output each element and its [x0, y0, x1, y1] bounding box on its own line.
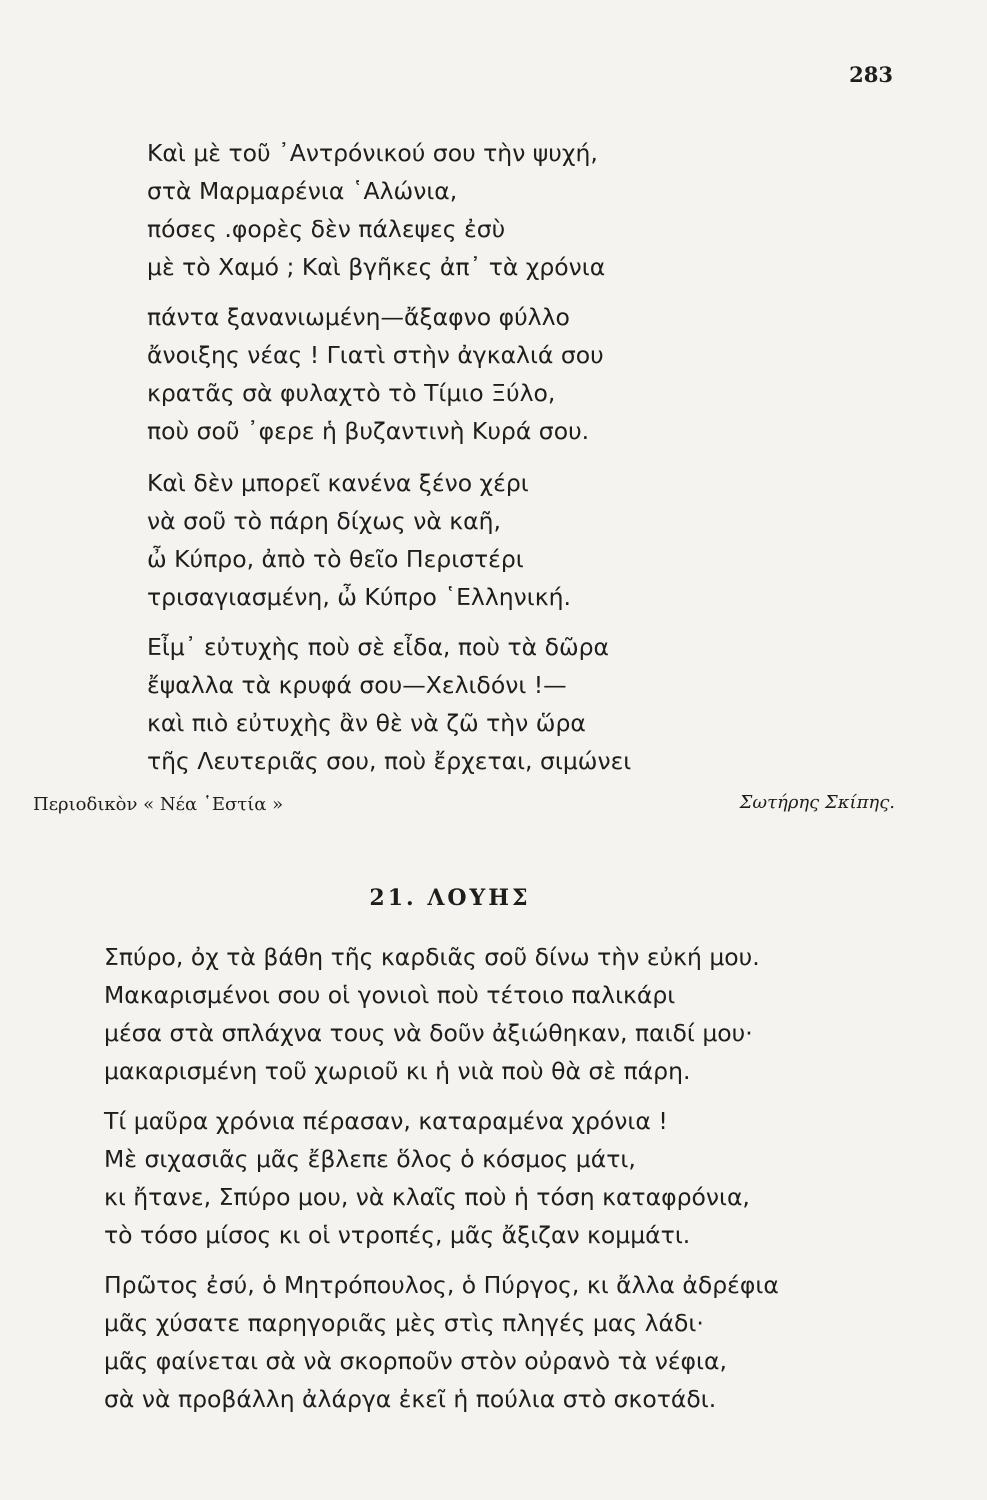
- author-signature: Σωτήρης Σκίπης.: [739, 792, 895, 813]
- verse-line: σὰ νὰ προβάλλη ἀλάργα ἐκεῖ ἡ πούλια στὸ σκοτάδι.: [104, 1385, 717, 1413]
- verse-line: μακαρισμένη τοῦ χωριοῦ κι ἡ νιὰ ποὺ θὰ σὲ πάρη.: [104, 1057, 691, 1085]
- verse-line: κρατᾶς σὰ φυλαχτὸ τὸ Τίμιο Ξύλο,: [147, 379, 556, 407]
- verse-line: ὦ Κύπρο, ἀπὸ τὸ θεῖο Περιστέρι: [147, 545, 524, 573]
- verse-line: Σπύρο, ὀχ τὰ βάθη τῆς καρδιᾶς σοῦ δίνω τὴν εὐκή μου.: [104, 943, 760, 971]
- verse-line: ποὺ σοῦ ᾿φερε ἡ βυζαντινὴ Κυρά σου.: [147, 417, 590, 445]
- verse-line: καὶ πιὸ εὐτυχὴς ἂν θὲ νὰ ζῶ τὴν ὥρα: [147, 709, 586, 737]
- verse-line: Μὲ σιχασιᾶς μᾶς ἔβλεπε ὅλος ὁ κόσμος μάτι,: [104, 1145, 636, 1173]
- page-number: 283: [849, 62, 893, 87]
- verse-line: Εἶμ᾿ εὐτυχὴς ποὺ σὲ εἶδα, ποὺ τὰ δῶρα: [147, 633, 610, 661]
- verse-line: στὰ Μαρμαρένια ῾Αλώνια,: [147, 177, 458, 205]
- verse-line: ἔψαλλα τὰ κρυφά σου—Χελιδόνι !—: [147, 671, 567, 699]
- verse-line: Τί μαῦρα χρόνια πέρασαν, καταραμένα χρόνια !: [104, 1107, 668, 1135]
- poem-one-stanza: [147, 298, 604, 450]
- verse-line: πάντα ξανανιωμένη—ἄξαφνο φύλλο: [147, 303, 570, 331]
- poem-two-stanza: [104, 938, 760, 1090]
- verse-line: Καὶ δὲν μπορεῖ κανένα ξένο χέρι: [147, 469, 529, 497]
- poem-one-stanza: [147, 628, 631, 780]
- section-title: 21. ΛΟΥΗΣ: [369, 885, 531, 911]
- verse-line: Καὶ μὲ τοῦ ᾿Αντρόνικού σου τὴν ψυχή,: [147, 139, 598, 167]
- verse-line: μὲ τὸ Χαμό ; Καὶ βγῆκες ἀπ᾿ τὰ χρόνια: [147, 253, 606, 281]
- poem-two-stanza: [104, 1266, 779, 1418]
- verse-line: πόσες .φορὲς δὲν πάλεψες ἐσὺ: [147, 215, 506, 243]
- verse-line: ἄνοιξης νέας ! Γιατὶ στὴν ἀγκαλιά σου: [147, 341, 604, 369]
- verse-line: κι ἤτανε, Σπύρο μου, νὰ κλαῖς ποὺ ἡ τόση καταφρόνια,: [104, 1183, 750, 1211]
- poem-one-stanza: [147, 464, 571, 616]
- poem-one-stanza: [147, 134, 605, 286]
- source-citation: Περιοδικὸν « Νέα ῾Εστία »: [33, 794, 284, 815]
- verse-line: νὰ σοῦ τὸ πάρη δίχως νὰ καῆ,: [147, 507, 501, 535]
- poem-two-stanza: [104, 1102, 750, 1254]
- verse-line: τὸ τόσο μίσος κι οἱ ντροπές, μᾶς ἄξιζαν κομμάτι.: [104, 1221, 691, 1249]
- verse-line: μᾶς φαίνεται σὰ νὰ σκορποῦν στὸν οὐρανὸ τὰ νέφια,: [104, 1347, 727, 1375]
- verse-line: μέσα στὰ σπλάχνα τους νὰ δοῦν ἀξιώθηκαν, παιδί μου·: [104, 1019, 753, 1047]
- verse-line: Πρῶτος ἐσύ, ὁ Μητρόπουλος, ὁ Πύργος, κι ἄλλα ἀδρέφια: [104, 1271, 779, 1299]
- verse-line: Μακαρισμένοι σου οἱ γονιοὶ ποὺ τέτοιο παλικάρι: [104, 981, 676, 1009]
- verse-line: τῆς Λευτεριᾶς σου, ποὺ ἔρχεται, σιμώνει: [147, 747, 632, 775]
- verse-line: τρισαγιασμένη, ὦ Κύπρο ῾Ελληνική.: [147, 583, 571, 611]
- verse-line: μᾶς χύσατε παρηγοριᾶς μὲς στὶς πληγές μας λάδι·: [104, 1309, 704, 1337]
